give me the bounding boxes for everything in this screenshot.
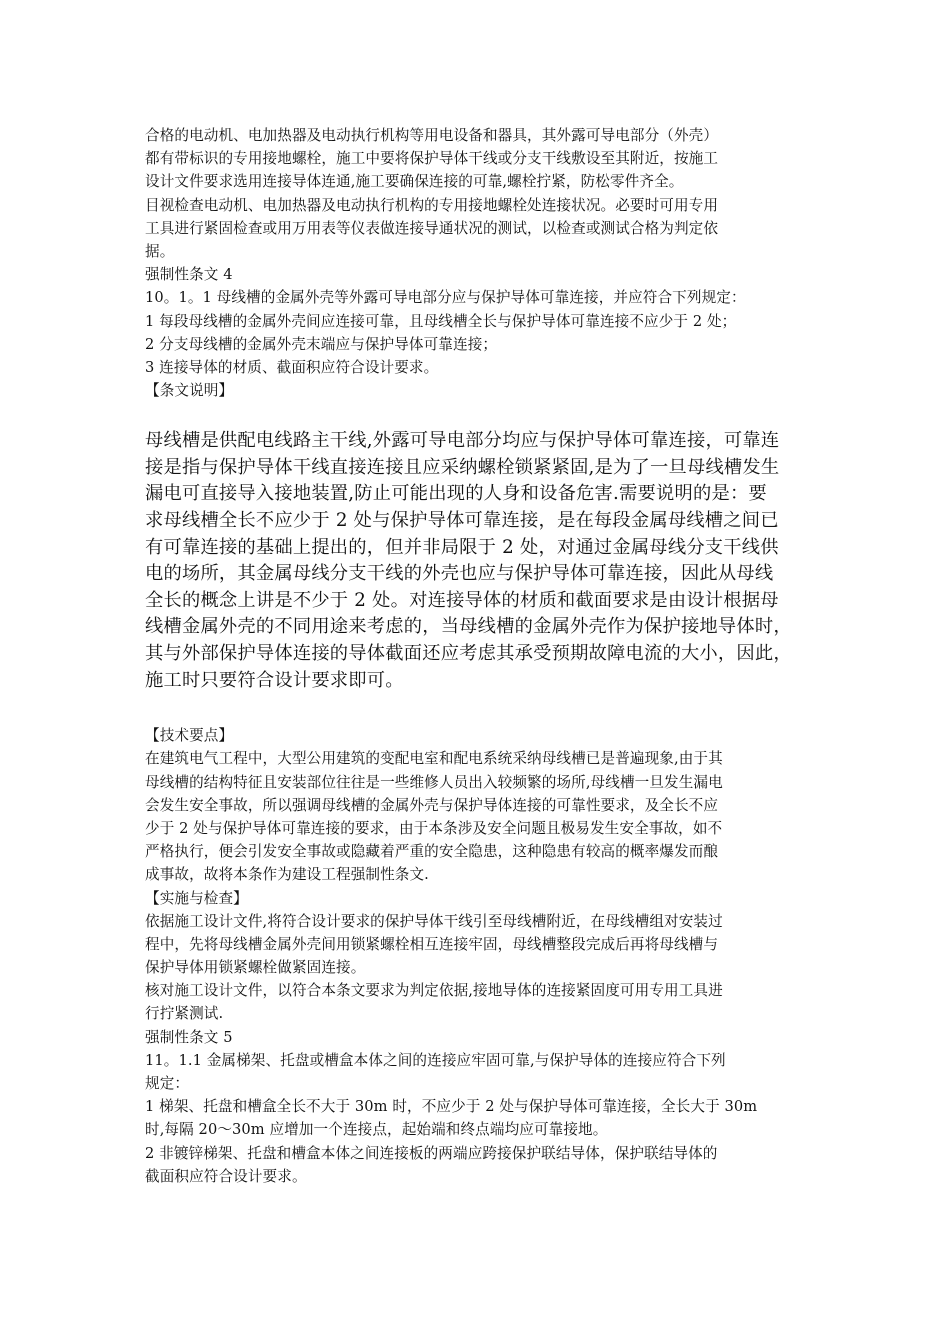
text-line: 严格执行，便会引发安全事故或隐藏着严重的安全隐患，这种隐患有较高的概率爆发而酿: [145, 843, 719, 861]
text-line: 漏电可直接导入接地装置,防止可能出现的人身和设备危害.需要说明的是：要: [145, 483, 767, 505]
text-line: 少于 2 处与保护导体可靠连接的要求，由于本条涉及安全问题且极易发生安全事故，如不: [145, 819, 723, 837]
text-line: 程中，先将母线槽金属外壳间用锁紧螺栓相互连接牢固，母线槽整段完成后再将母线槽与: [145, 935, 719, 953]
text-line: 电的场所，其金属母线分支干线的外壳也应与保护导体可靠连接，因此从母线: [145, 563, 774, 585]
text-line: 在建筑电气工程中，大型公用建筑的变配电室和配电系统采纳母线槽已是普遍现象,由于其: [145, 750, 723, 768]
text-line: 截面积应符合设计要求。: [145, 1167, 307, 1185]
text-line: 全长的概念上讲是不少于 2 处。对连接导体的材质和截面要求是由设计根据母: [145, 589, 779, 611]
text-line: 母线槽的结构特征且安装部位往往是一些维修人员出入较频繁的场所,母线槽一旦发生漏电: [145, 773, 723, 791]
text-line: 设计文件要求选用连接导体连通,施工要确保连接的可靠,螺栓拧紧，防松零件齐全。: [145, 173, 684, 191]
text-line: 会发生安全事故，所以强调母线槽的金属外壳与保护导体连接的可靠性要求，及全长不应: [145, 796, 719, 814]
section-label: 【实施与检查】: [145, 889, 248, 907]
text-line: 其与外部保护导体连接的导体截面还应考虑其承受预期故障电流的大小，因此，: [145, 643, 792, 664]
section-technical-points: [145, 724, 810, 1188]
spacer: [145, 694, 810, 724]
text-line: 11。1.1 金属梯架、托盘或槽盒本体之间的连接应牢固可靠,与保护导体的连接应符合下列: [145, 1051, 726, 1069]
text-line: 规定：: [145, 1075, 190, 1092]
text-line: 目视检查电动机、电加热器及电动执行机构的专用接地螺栓处连接状况。必要时可用专用: [145, 196, 719, 214]
text-line: 3 连接导体的材质、截面积应符合设计要求。: [145, 358, 439, 376]
explanation-paragraph: [145, 428, 810, 694]
text-line: 依据施工设计文件,将符合设计要求的保护导体干线引至母线槽附近，在母线槽组对安装过: [145, 912, 723, 930]
section-label: 【技术要点】: [145, 727, 234, 745]
text-line: 保护导体用锁紧螺栓做紧固连接。: [145, 959, 366, 977]
text-line: 母线槽是供配电线路主干线,外露可导电部分均应与保护导体可靠连接，可靠连: [145, 430, 780, 452]
clause-heading: 强制性条文 4: [145, 266, 233, 284]
text-line: 2 非镀锌梯架、托盘和槽盒本体之间连接板的两端应跨接保护联结导体，保护联结导体的: [145, 1144, 718, 1162]
section-clause-4: [145, 124, 810, 402]
text-line: 时,每隔 20～30m 应增加一个连接点，起始端和终点端均应可靠接地。: [145, 1121, 608, 1139]
text-line: 施工时只要符合设计要求即可。: [145, 669, 404, 691]
text-line: 10。1。1 母线槽的金属外壳等外露可导电部分应与保护导体可靠连接，并应符合下列规定：: [145, 289, 746, 307]
text-line: 1 每段母线槽的金属外壳间应连接可靠，且母线槽全长与保护导体可靠连接不应少于 2 处；: [145, 312, 737, 330]
text-line: 工具进行紧固检查或用万用表等仪表做连接导通状况的测试，以检查或测试合格为判定依: [145, 219, 719, 237]
text-line: 都有带标识的专用接地螺栓，施工中要将保护导体干线或分支干线敷设至其附近，按施工: [145, 150, 719, 168]
text-line: 1 梯架、托盘和槽盒全长不大于 30m 时，不应少于 2 处与保护导体可靠连接，全长大于 30m: [145, 1098, 758, 1116]
text-line: 行拧紧测试.: [145, 1005, 224, 1023]
text-line: 线槽金属外壳的不同用途来考虑的，当母线槽的金属外壳作为保护接地导体时，: [145, 616, 792, 638]
text-line: 2 分支母线槽的金属外壳末端应与保护导体可靠连接；: [145, 335, 498, 353]
clause-heading: 强制性条文 5: [145, 1028, 233, 1046]
text-line: 接是指与保护导体干线直接连接且应采纳螺栓锁紧紧固,是为了一旦母线槽发生: [145, 456, 780, 478]
text-line: 求母线槽全长不应少于 2 处与保护导体可靠连接，是在每段金属母线槽之间已: [145, 510, 779, 532]
text-line: 有可靠连接的基础上提出的，但并非局限于 2 处，对通过金属母线分支干线供: [145, 536, 779, 558]
text-line: 据。: [145, 242, 175, 260]
text-line: 核对施工设计文件，以符合本条文要求为判定依据,接地导体的连接紧固度可用专用工具进: [145, 982, 723, 1000]
section-label: 【条文说明】: [145, 382, 234, 400]
text-line: 成事故，故将本条作为建设工程强制性条文.: [145, 866, 429, 884]
text-line: 合格的电动机、电加热器及电动执行机构等用电设备和器具，其外露可导电部分（外壳）: [145, 127, 719, 144]
document-page: [145, 124, 810, 1188]
